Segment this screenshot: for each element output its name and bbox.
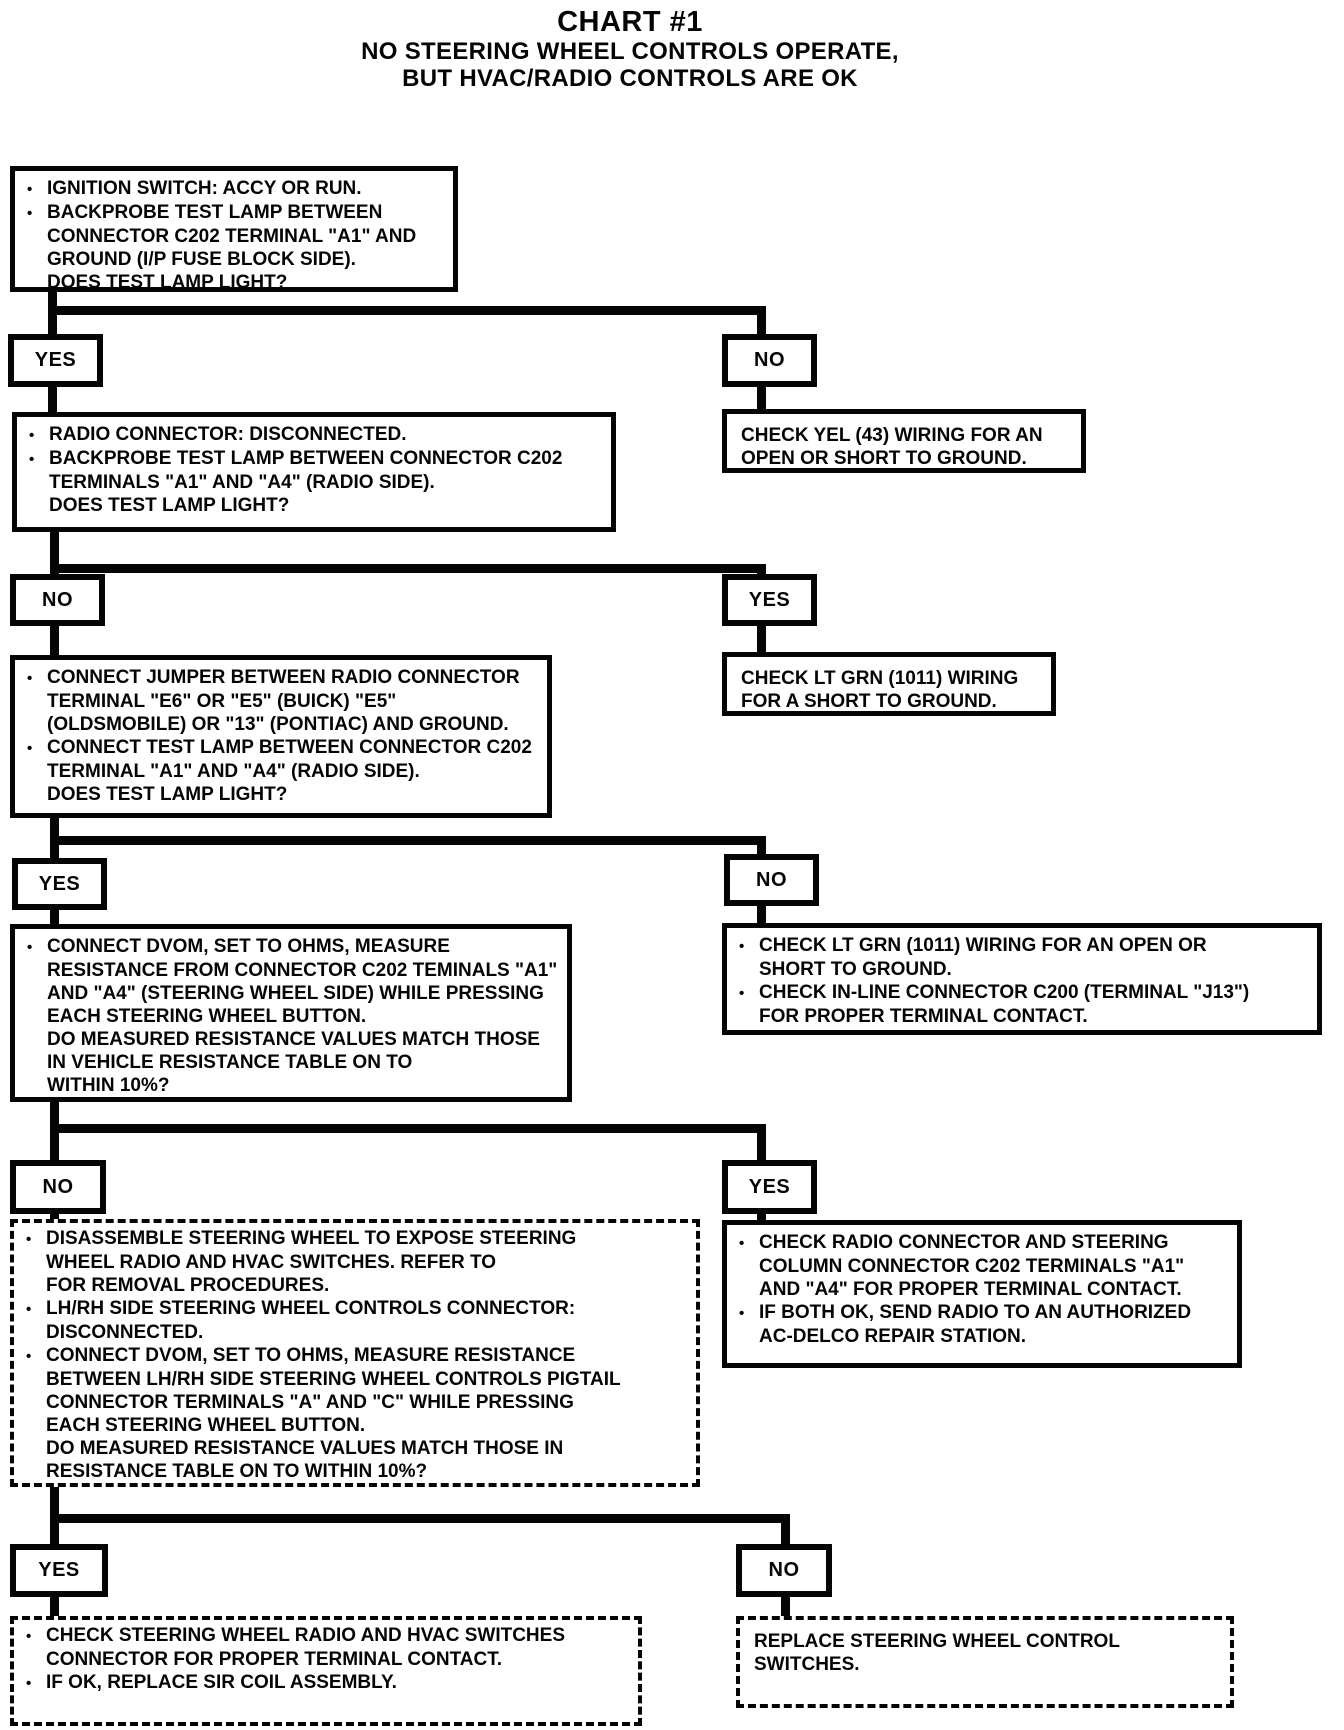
flow-node-text-line: OPEN OR SHORT TO GROUND. [741,448,1027,469]
bullet-icon: • [739,938,745,955]
bullet-icon: • [26,1348,32,1365]
flow-node-text-line: • CONNECT JUMPER BETWEEN RADIO CONNECTOR [27,667,520,688]
flow-node-text-line: DOES TEST LAMP LIGHT? [47,784,288,805]
bullet-icon: • [26,1301,32,1318]
flow-node-text-line: SHORT TO GROUND. [759,959,952,980]
flow-node-text-line: FOR PROPER TERMINAL CONTACT. [759,1006,1088,1027]
flow-node-text-line: DOES TEST LAMP LIGHT? [47,272,288,293]
flow-node-text-line: • IF OK, REPLACE SIR COIL ASSEMBLY. [26,1672,397,1693]
branch-label-yes-5: YES [10,1544,108,1597]
connector-segment [50,1514,59,1546]
flow-node-step-3 [10,655,552,818]
flow-node-text-line: (OLDSMOBILE) OR "13" (PONTIAC) AND GROUND. [47,714,509,735]
branch-label-yes-3: YES [12,858,107,910]
bullet-icon: • [27,939,33,956]
bullet-icon: • [27,181,33,198]
bullet-icon: • [27,740,33,757]
chart-subtitle-line2: BUT HVAC/RADIO CONTROLS ARE OK [402,65,858,92]
flow-node-text-line: CONNECTOR C202 TERMINAL "A1" AND [47,226,417,247]
branch-label-yes-4: YES [722,1160,817,1214]
flow-node-text-line: • CONNECT DVOM, SET TO OHMS, MEASURE [27,936,450,957]
connector-segment [48,385,57,414]
flow-node-text-line: EACH STEERING WHEEL BUTTON. [47,1006,367,1027]
flow-node-text-line: • LH/RH SIDE STEERING WHEEL CONTROLS CONNECTOR: [26,1298,576,1319]
flow-node-text-line: • CHECK LT GRN (1011) WIRING FOR AN OPEN OR [739,935,1207,956]
chart-subtitle-line1: NO STEERING WHEEL CONTROLS OPERATE, [361,38,899,65]
connector-segment [50,1595,59,1618]
flow-node-text-line: FOR REMOVAL PROCEDURES. [46,1275,330,1296]
flow-node-text-line: EACH STEERING WHEEL BUTTON. [46,1415,366,1436]
branch-label-no-5: NO [736,1544,832,1597]
flow-node-text-line: CHECK LT GRN (1011) WIRING [741,668,1019,689]
flow-node-text-line: • CHECK RADIO CONNECTOR AND STEERING [739,1232,1169,1253]
flow-node-text-line: TERMINAL "A1" AND "A4" (RADIO SIDE). [47,761,420,782]
flow-node-text-line: • RADIO CONNECTOR: DISCONNECTED. [29,424,407,445]
flow-node-result-replace-switches [736,1616,1234,1708]
flow-node-text-line: IN VEHICLE RESISTANCE TABLE ON TO [47,1052,413,1073]
flow-node-text-line: CONNECTOR FOR PROPER TERMINAL CONTACT. [46,1649,503,1670]
branch-label-no-2: NO [10,574,105,626]
flow-node-text-line: AC-DELCO REPAIR STATION. [759,1326,1027,1347]
flow-node-step-1 [10,166,458,292]
flow-node-text-line: REPLACE STEERING WHEEL CONTROL [754,1631,1120,1652]
flow-node-text-line: • BACKPROBE TEST LAMP BETWEEN CONNECTOR C202 [29,448,563,469]
connector-segment [50,1514,790,1523]
branch-label-no-1: NO [722,334,817,387]
connector-segment [757,624,766,654]
bullet-icon: • [29,427,35,444]
connector-segment [48,306,57,336]
flow-node-text-line: AND "A4" FOR PROPER TERMINAL CONTACT. [759,1279,1182,1300]
connector-segment [50,1124,766,1133]
flow-node-text-line: FOR A SHORT TO GROUND. [741,691,997,712]
flow-node-text-line: DO MEASURED RESISTANCE VALUES MATCH THOSE [47,1029,540,1050]
flow-node-text-line: WHEEL RADIO AND HVAC SWITCHES. REFER TO [46,1252,497,1273]
flow-node-result-check-sir-coil [10,1616,642,1726]
connector-segment [781,1514,790,1546]
flow-node-step-2 [12,412,616,532]
bullet-icon: • [27,205,33,222]
flow-node-text-line: RESISTANCE FROM CONNECTOR C202 TEMINALS "A1" [47,960,558,981]
flow-node-text-line: • IF BOTH OK, SEND RADIO TO AN AUTHORIZED [739,1302,1192,1323]
connector-segment [757,904,766,925]
connector-segment [50,836,766,845]
flow-node-text-line: • CHECK STEERING WHEEL RADIO AND HVAC SWITCHES [26,1625,566,1646]
flow-node-text-line: BETWEEN LH/RH SIDE STEERING WHEEL CONTROLS PIGTAIL [46,1369,621,1390]
connector-segment [50,530,59,568]
bullet-icon: • [26,1628,32,1645]
connector-segment [50,624,59,657]
flow-node-text-line: • BACKPROBE TEST LAMP BETWEEN [27,202,383,223]
flow-node-result-check-ltgrn-open [722,923,1322,1035]
bullet-icon: • [739,1235,745,1252]
connector-segment [757,306,766,336]
flow-node-text-line: AND "A4" (STEERING WHEEL SIDE) WHILE PRESSING [47,983,544,1004]
flow-node-text-line: DO MEASURED RESISTANCE VALUES MATCH THOSE IN [46,1438,564,1459]
flow-node-result-check-radio-connector [722,1220,1242,1368]
bullet-icon: • [739,1305,745,1322]
flow-node-step-5 [10,1219,700,1487]
flow-node-step-4 [10,924,572,1102]
bullet-icon: • [27,670,33,687]
connector-segment [48,306,766,315]
connector-segment [757,836,766,856]
chart-title: CHART #1 [557,6,703,38]
connector-segment [781,1595,790,1618]
connector-segment [50,1124,59,1162]
chart-title-block [0,6,1260,92]
flow-node-text-line: • DISASSEMBLE STEERING WHEEL TO EXPOSE STEERING [26,1228,577,1249]
flow-node-text-line: DISCONNECTED. [46,1322,204,1343]
flow-node-text-line: • CHECK IN-LINE CONNECTOR C200 (TERMINAL "J13") [739,982,1250,1003]
flow-node-text-line: CONNECTOR TERMINALS "A" AND "C" WHILE PRESSING [46,1392,574,1413]
flow-node-text-line: WITHIN 10%? [47,1075,170,1096]
connector-segment [757,1124,766,1162]
flow-node-text-line: COLUMN CONNECTOR C202 TERMINALS "A1" [759,1256,1185,1277]
bullet-icon: • [26,1675,32,1692]
flow-node-result-check-yel [722,409,1086,473]
branch-label-yes-2: YES [722,574,817,626]
connector-segment [50,564,766,573]
flow-node-text-line: • CONNECT DVOM, SET TO OHMS, MEASURE RESISTANCE [26,1345,576,1366]
bullet-icon: • [26,1231,32,1248]
flow-node-text-line: GROUND (I/P FUSE BLOCK SIDE). [47,249,356,270]
connector-segment [757,385,766,411]
flow-node-text-line: • CONNECT TEST LAMP BETWEEN CONNECTOR C202 [27,737,532,758]
branch-label-no-4: NO [10,1160,106,1214]
branch-label-yes-1: YES [8,334,103,387]
flow-node-text-line: TERMINALS "A1" AND "A4" (RADIO SIDE). [49,472,435,493]
bullet-icon: • [29,451,35,468]
flow-node-text-line: CHECK YEL (43) WIRING FOR AN [741,425,1043,446]
flow-node-text-line: TERMINAL "E6" OR "E5" (BUICK) "E5" [47,691,397,712]
flow-node-text-line: DOES TEST LAMP LIGHT? [49,495,290,516]
flow-node-result-check-ltgrn-short [722,652,1056,716]
flow-node-text-line: • IGNITION SWITCH: ACCY OR RUN. [27,178,362,199]
branch-label-no-3: NO [724,854,819,906]
bullet-icon: • [739,985,745,1002]
connector-segment [50,836,59,860]
flow-node-text-line: RESISTANCE TABLE ON TO WITHIN 10%? [46,1461,428,1482]
flow-node-text-line: SWITCHES. [754,1654,860,1675]
